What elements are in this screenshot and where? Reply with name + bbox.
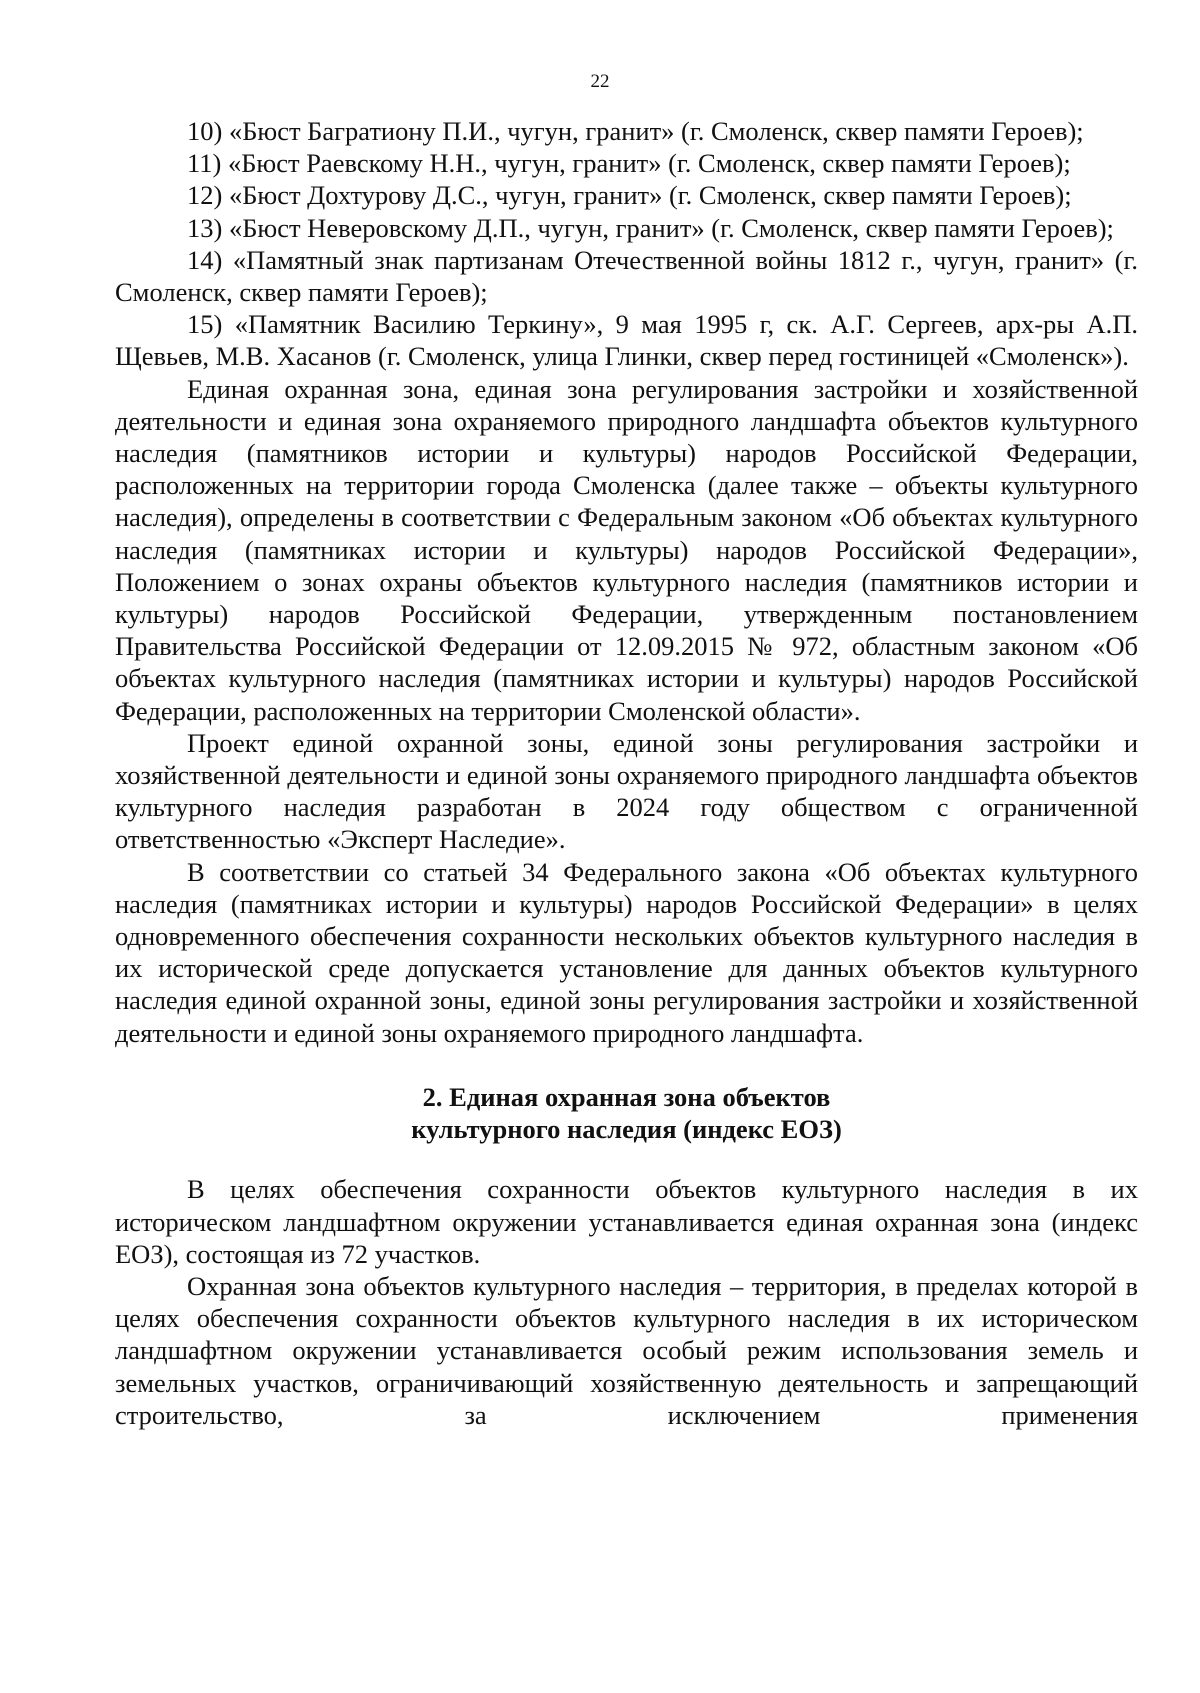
list-item: 11) «Бюст Раевскому Н.Н., чугун, гранит» (г. Смоленск, сквер памяти Героев);: [187, 148, 1071, 179]
section-paragraph: В целях обеспечения сохранности объектов культурного наследия в их историческом ландшафтном окружении устанавливается единая охранная зона (индекс ЕОЗ), состоящая из 72 участков.: [115, 1174, 1138, 1269]
section-heading-line-2: культурного наследия (индекс ЕОЗ): [411, 1114, 842, 1145]
body-paragraph: Проект единой охранной зоны, единой зоны регулирования застройки и хозяйственной деятельности и единой зоны охраняемого природного ландшафта объектов культурного наследия разработан в 2024 году обществом с ограниченной ответственностью «Эксперт Наследие».: [115, 727, 1138, 855]
section-paragraph: Охранная зона объектов культурного наследия – территория, в пределах которой в целях обеспечения сохранности объектов культурного наследия в их историческом ландшафтном окружении устанавливается особый режим использования земель и земельных участков, ограничивающий хозяйственную деятельность и запрещающий строительство, за исключением применения: [115, 1270, 1138, 1430]
list-item: 12) «Бюст Дохтурову Д.С., чугун, гранит» (г. Смоленск, сквер памяти Героев);: [187, 180, 1072, 211]
list-item: 10) «Бюст Багратиону П.И., чугун, гранит» (г. Смоленск, сквер памяти Героев);: [187, 116, 1084, 146]
document-body: [115, 115, 1138, 1431]
list-item: 13) «Бюст Неверовскому Д.П., чугун, гранит» (г. Смоленск, сквер памяти Героев);: [187, 212, 1114, 243]
list-item: 15) «Памятник Василию Теркину», 9 мая 1995 г, ск. А.Г. Сергеев, арх-ры А.П. Щевьев, М.В. Хасанов (г. Смоленск, улица Глинки, сквер перед гостиницей «Смоленск»).: [115, 309, 1138, 372]
list-item: 14) «Памятный знак партизанам Отечественной войны 1812 г., чугун, гранит» (г. Смоленск, сквер памяти Героев);: [115, 244, 1138, 308]
body-paragraph: Единая охранная зона, единая зона регулирования застройки и хозяйственной деятельности и единая зона охраняемого природного ландшафта объектов культурного наследия (памятников истории и культуры) народов Российской Федерации, расположенных на территории города Смоленска (далее также – объекты культурного наследия), определены в соответствии с Федеральным законом «Об объектах культурного наследия (памятниках истории и культуры) народов Российской Федерации», Положением о зонах охраны объектов культурного наследия (памятников истории и культуры) народов Российской Федерации, утвержденным постановлением Правительства Российской Федерации от 12.09.2015 № 972, областным законом «Об объектах культурного наследия (памятниках истории и культуры) народов Российской Федерации, расположенных на территории Смоленской области».: [115, 373, 1138, 726]
section-heading-line-1: 2. Единая охранная зона объектов: [422, 1081, 831, 1112]
page-number: 22: [590, 71, 610, 92]
section-heading: [115, 1081, 1138, 1145]
body-paragraph: В соответствии со статьей 34 Федерального закона «Об объектах культурного наследия (памятниках истории и культуры) народов Российской Федерации» в целях одновременного обеспечения сохранности нескольких объектов культурного наследия в их исторической среде допускается установление для данных объектов культурного наследия единой охранной зоны, единой зоны регулирования застройки и хозяйственной деятельности и единой зоны охраняемого природного ландшафта.: [115, 856, 1138, 1048]
